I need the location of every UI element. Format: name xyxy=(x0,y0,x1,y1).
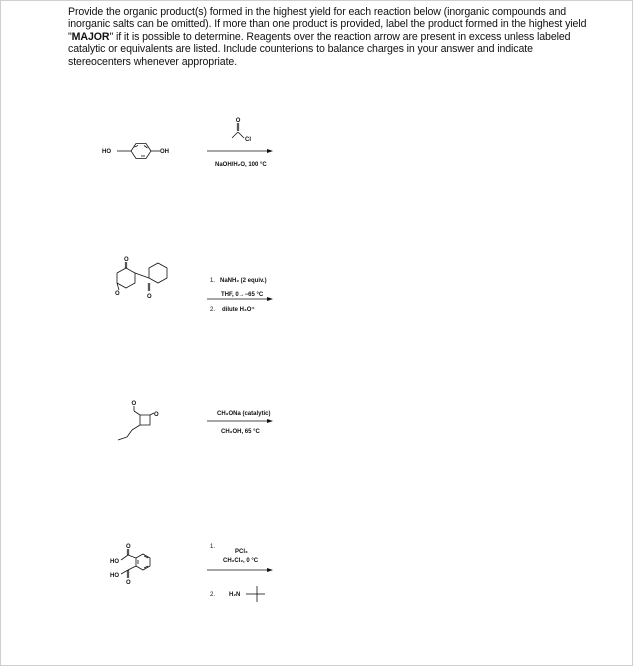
hydroxyl-label-lower: HO xyxy=(110,573,119,579)
step-1-reagent-4: PCl₃ xyxy=(235,549,248,555)
chlorine-label: Cl xyxy=(245,137,251,143)
ketone-oxygen-left: O xyxy=(115,291,120,297)
instructions-major-keyword: MAJOR xyxy=(71,30,110,43)
step-2-number: 2. xyxy=(210,307,216,313)
acetyl-chloride-structure xyxy=(232,118,251,143)
instructions-text-part2: " if it is possible to determine. Reagents over the reaction arrow are present in excess unless labeled catalytic or equivalents are listed. Include counterions to balance charges in your answer and indicate stereocenters whenever appropriate. xyxy=(68,30,571,68)
ketone-oxygen-bottom: O xyxy=(147,294,152,300)
instructions-text-part1: Provide the organic product(s) formed in the highest yield for each reaction below (inorganic compounds and inorganic salts can be omitted). If more than one product is provided, label the product formed in the highest yield " xyxy=(68,6,587,43)
carbonyl-oxygen-upper: O xyxy=(126,544,131,550)
step-1-conditions-4: CH₂Cl₂, 0 °C xyxy=(223,558,259,564)
bis-cyclohexanone-structure xyxy=(115,257,167,300)
ring-oxygen-label-3: O xyxy=(154,412,159,418)
step-1-number: 1. xyxy=(210,278,216,284)
conditions-above-3: CH₃ONa (catalytic) xyxy=(217,411,271,417)
step-1-number-4: 1. xyxy=(210,544,216,550)
arrowhead-2 xyxy=(267,297,273,301)
tert-butylamine-structure xyxy=(229,586,265,602)
arrowhead-1 xyxy=(267,149,273,153)
carbonyl-oxygen-label-3: O xyxy=(131,401,137,407)
conditions-below-1: NaOH/H₂O, 100 °C xyxy=(215,162,267,168)
hydroquinone-structure xyxy=(102,144,169,159)
ketone-oxygen-top: O xyxy=(124,257,129,263)
carbonyl-oxygen-lower: O xyxy=(126,580,131,586)
carbonyl-oxygen-label: O xyxy=(235,118,241,124)
hydroxyl-label-upper: HO xyxy=(110,559,119,565)
arrowhead-3 xyxy=(267,419,273,423)
phthalic-acid-structure xyxy=(110,544,150,586)
step-1-conditions: THF, 0→−65 °C xyxy=(221,292,264,298)
hydroxyl-label-left: HO xyxy=(102,149,111,155)
reaction-3 xyxy=(118,401,273,440)
reaction-4 xyxy=(110,544,273,602)
beta-lactone-structure xyxy=(118,401,159,440)
reaction-2 xyxy=(115,257,273,313)
step-2-number-4: 2. xyxy=(210,592,216,598)
hydroxyl-label-right: OH xyxy=(160,149,169,155)
conditions-below-3: CH₃OH, 65 °C xyxy=(221,429,260,435)
step-1-reagent: NaNH₂ (2 equiv.) xyxy=(220,278,267,284)
amine-label: H₂N xyxy=(229,592,241,598)
reaction-1 xyxy=(102,118,273,168)
arrowhead-4 xyxy=(267,568,273,572)
step-2-reagent: dilute H₃O⁺ xyxy=(222,307,255,313)
